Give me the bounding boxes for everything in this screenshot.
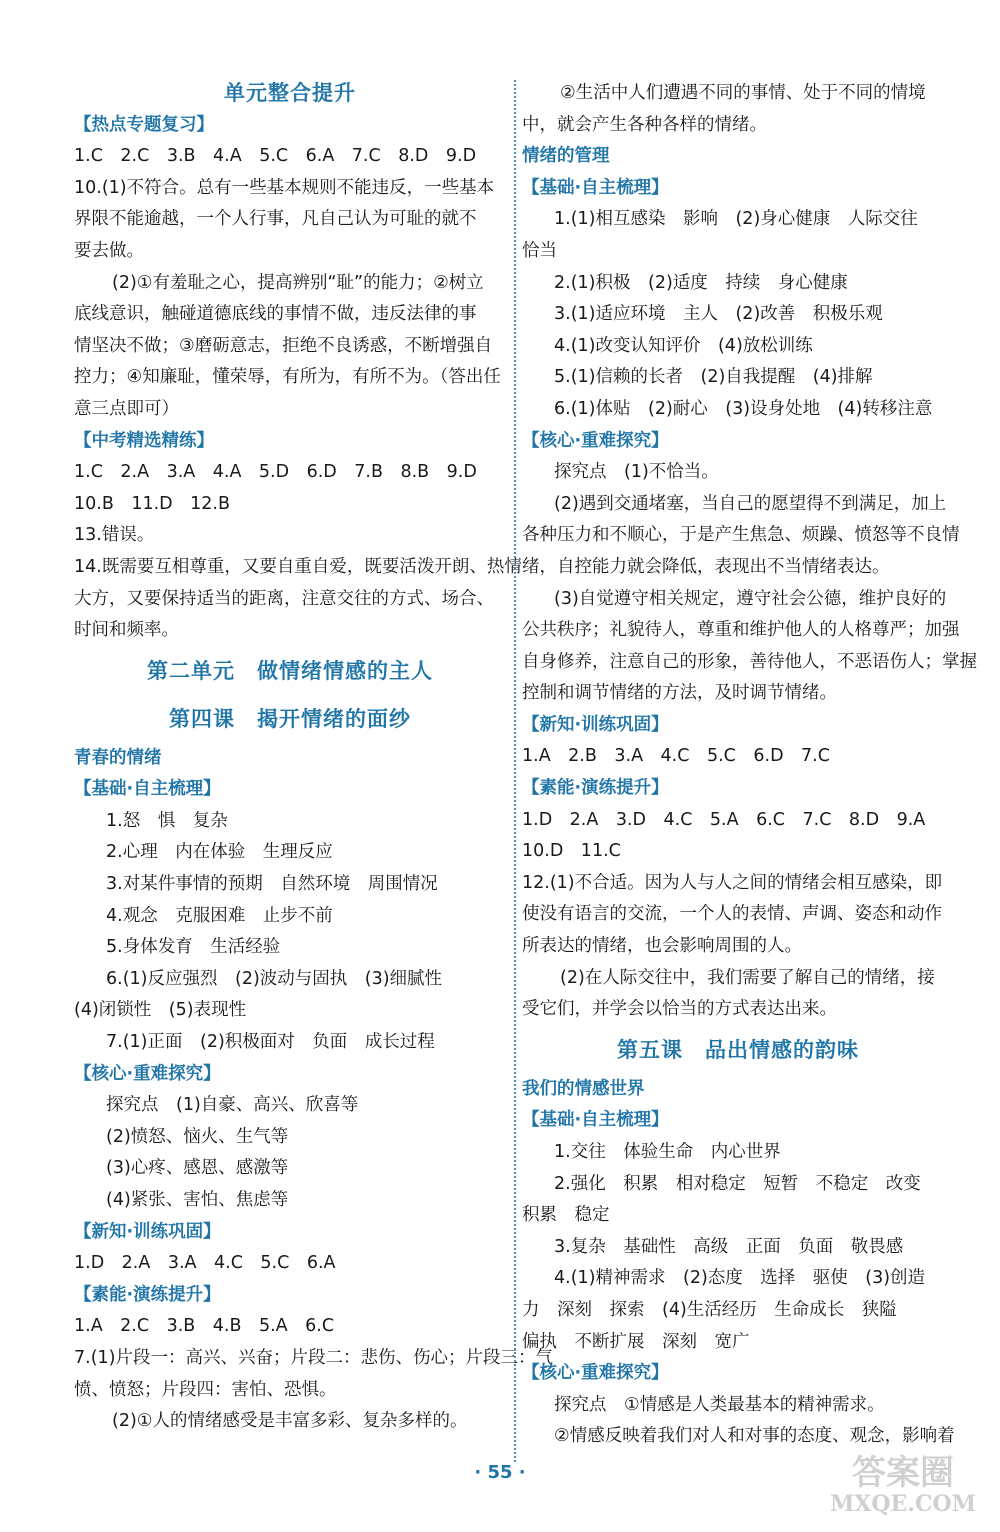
text-line: 10.D 11.C <box>522 841 621 862</box>
text-line: 10.(1)不符合。总有一些基本规则不能违反，一些基本 <box>74 177 495 198</box>
subsection-heading: 情绪的管理 <box>522 146 610 167</box>
answer-item: 1.怒 惧 复杂 <box>106 810 228 831</box>
text-line: 底线意识，触碰道德底线的事情不做，违反法律的事 <box>74 304 477 325</box>
answer-item: 5.(1)信赖的长者 (2)自我提醒 (4)排解 <box>554 367 873 388</box>
answer-item: (2)愤怒、恼火、生气等 <box>106 1126 289 1147</box>
text-line: 界限不能逾越，一个人行事，凡自己认为可耻的就不 <box>74 209 477 230</box>
answer-item: 1.交往 体验生命 内心世界 <box>554 1142 781 1162</box>
column-divider <box>514 80 516 1462</box>
answer-item: 2.(1)积极 (2)适度 持续 身心健康 <box>554 272 848 293</box>
exercise-heading: 【基础·自主梳理】 <box>522 177 669 198</box>
answer-item: 3.对某件事情的预期 自然环境 周围情况 <box>106 874 438 895</box>
text-line: 控力；④知廉耻，懂荣辱，有所为，有所不为。（答出任 <box>74 367 501 388</box>
text-line: 受它们，并学会以恰当的方式表达出来。 <box>522 999 837 1020</box>
text-line: 13.错误。 <box>74 525 155 546</box>
text-line: 各种压力和不顺心，于是产生焦急、烦躁、愤怒等不良情 <box>522 525 960 546</box>
text-line: 绪，自控能力就会降低，表现出不当情绪表达。 <box>522 556 890 577</box>
exercise-heading: 【基础·自主梳理】 <box>522 1110 669 1131</box>
answer-item: 探究点 ①情感是人类最基本的精神需求。 <box>554 1394 885 1415</box>
answer-item: 3.(1)适应环境 主人 (2)改善 积极乐观 <box>554 304 883 325</box>
answer-item: (3)心疼、感恩、感激等 <box>106 1158 289 1179</box>
answer-item: 探究点 (1)不恰当。 <box>554 462 719 483</box>
answer-item: 探究点 (1)自豪、高兴、欣喜等 <box>106 1095 359 1116</box>
text-line: 12.(1)不合适。因为人与人之间的情绪会相互感染，即 <box>522 872 943 893</box>
text-line: 偏执 不断扩展 深刻 宽广 <box>522 1331 750 1352</box>
text-line: 愤、愤怒；片段四：害怕、恐惧。 <box>74 1379 337 1400</box>
watermark-url: MXQE.COM <box>829 1491 976 1517</box>
text-line-indented: ②生活中人们遭遇不同的事情、处于不同的情境 <box>560 83 926 103</box>
text-line: 力 深刻 探索 (4)生活经历 生命成长 狭隘 <box>522 1299 897 1320</box>
exercise-heading: 【中考精选精练】 <box>74 430 214 451</box>
exercise-heading: 【素能·演练提升】 <box>522 778 669 799</box>
answer-item: 7.(1)正面 (2)积极面对 负面 成长过程 <box>106 1032 435 1053</box>
exercise-heading: 【核心·重难探究】 <box>522 430 669 451</box>
answer-item: (2)遇到交通堵塞，当自己的愿望得不到满足，加上 <box>554 493 947 514</box>
text-line: (4)闭锁性 (5)表现性 <box>74 1000 247 1021</box>
exercise-heading: 【素能·演练提升】 <box>74 1284 221 1305</box>
right-column <box>522 78 977 1453</box>
text-line: 时间和频率。 <box>74 620 179 641</box>
text-line: 自身修养，注意自己的形象，善待他人，不恶语伤人；掌握 <box>522 651 977 672</box>
watermark-text: 答案圈 <box>851 1453 954 1493</box>
answer-item: 6.(1)反应强烈 (2)波动与固执 (3)细腻性 <box>106 968 443 989</box>
answer-item: 2.强化 积累 相对稳定 短暂 不稳定 改变 <box>554 1173 921 1194</box>
answer-item: 2.心理 内在体验 生理反应 <box>106 842 333 863</box>
page-number: · 55 · <box>474 1462 526 1483</box>
text-line: 所表达的情绪，也会影响周围的人。 <box>522 936 802 957</box>
exercise-heading: 【核心·重难探究】 <box>522 1363 669 1384</box>
text-line: 1.A 2.C 3.B 4.B 5.A 6.C <box>74 1316 335 1337</box>
answer-item: 4.观念 克服困难 止步不前 <box>106 905 333 926</box>
answer-item: (4)紧张、害怕、焦虑等 <box>106 1190 289 1210</box>
text-line: 使没有语言的交流，一个人的表情、声调、姿态和动作 <box>522 904 942 925</box>
unit-title: 第四课 揭开情绪的面纱 <box>169 706 411 731</box>
answer-item: ②情感反映着我们对人和对事的态度、观念，影响着 <box>554 1426 955 1447</box>
text-line: 大方，又要保持适当的距离，注意交往的方式、场合、 <box>74 588 494 609</box>
exercise-heading: 【新知·训练巩固】 <box>74 1221 221 1242</box>
text-line: 意三点即可） <box>74 398 179 419</box>
answer-item: 1.(1)相互感染 影响 (2)身心健康 人际交往 <box>554 209 918 230</box>
exercise-heading: 【新知·训练巩固】 <box>522 714 669 735</box>
exercise-heading: 【热点专题复习】 <box>74 114 214 135</box>
answer-item: 6.(1)体贴 (2)耐心 (3)设身处地 (4)转移注意 <box>554 398 933 419</box>
text-line: 要去做。 <box>74 240 144 261</box>
answer-item: (3)自觉遵守相关规定，遵守社会公德，维护良好的 <box>554 588 947 609</box>
unit-title: 第二单元 做情绪情感的主人 <box>147 658 433 683</box>
text-line: 10.B 11.D 12.B <box>74 493 230 514</box>
exercise-heading: 【基础·自主梳理】 <box>74 779 221 800</box>
text-line: 1.A 2.B 3.A 4.C 5.C 6.D 7.C <box>522 746 830 767</box>
text-line: 1.D 2.A 3.A 4.C 5.C 6.A <box>74 1253 336 1274</box>
text-line: 积累 稳定 <box>522 1205 610 1226</box>
text-line-indented: (2)①人的情绪感受是丰富多彩、复杂多样的。 <box>112 1411 468 1432</box>
subsection-heading: 我们的情感世界 <box>522 1078 645 1099</box>
text-line: 恰当 <box>522 240 557 261</box>
text-line: 14.既需要互相尊重，又要自重自爱，既要活泼开朗、热情 <box>74 556 522 577</box>
text-line: 情坚决不做；③磨砺意志，拒绝不良诱惑，不断增强自 <box>74 335 493 356</box>
text-line: 1.D 2.A 3.D 4.C 5.A 6.C 7.C 8.D 9.A <box>522 809 926 830</box>
text-line: 1.C 2.C 3.B 4.A 5.C 6.A 7.C 8.D 9.D <box>74 146 477 167</box>
unit-title: 第五课 品出情感的韵味 <box>617 1037 859 1062</box>
answer-item: 4.(1)精神需求 (2)态度 选择 驱使 (3)创造 <box>554 1268 926 1289</box>
text-line: 控制和调节情绪的方法，及时调节情绪。 <box>522 683 837 704</box>
text-line: 1.C 2.A 3.A 4.A 5.D 6.D 7.B 8.B 9.D <box>74 462 477 483</box>
section-title: 单元整合提升 <box>224 81 356 105</box>
text-line-indented: (2)①有羞耻之心，提高辨别“耻”的能力；②树立 <box>112 272 484 293</box>
subsection-heading: 青春的情绪 <box>74 747 162 768</box>
answer-item: 5.身体发育 生活经验 <box>106 937 281 958</box>
answer-item: 3.复杂 基础性 高级 正面 负面 敬畏感 <box>554 1236 904 1257</box>
answer-item: 4.(1)改变认知评价 (4)放松训练 <box>554 335 813 356</box>
exercise-heading: 【核心·重难探究】 <box>74 1063 221 1084</box>
text-line-indented: (2)在人际交往中，我们需要了解自己的情绪，接 <box>560 967 935 988</box>
watermark-logo <box>830 1454 976 1516</box>
text-line: 7.(1)片段一：高兴、兴奋；片段二：悲伤、伤心；片段三：气 <box>74 1347 553 1368</box>
text-line: 公共秩序；礼貌待人，尊重和维护他人的人格尊严；加强 <box>522 620 960 641</box>
text-line: 中，就会产生各种各样的情绪。 <box>522 114 767 135</box>
